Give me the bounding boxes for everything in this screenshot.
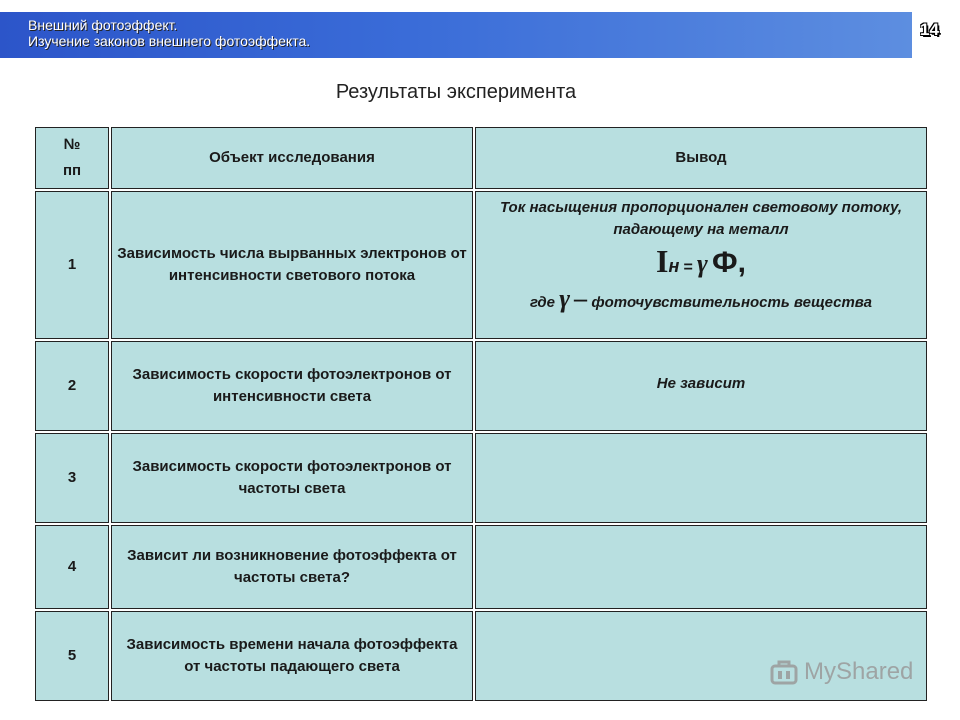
formula-current-symbol: I [656, 243, 669, 279]
saturation-current-formula [481, 243, 921, 286]
explanation-dash: – [574, 284, 588, 313]
table-row [34, 610, 928, 702]
row-object-cell: Зависимость скорости фотоэлектронов от частоты света [110, 432, 474, 524]
row-num-cell: 2 [34, 340, 110, 432]
watermark [770, 658, 913, 686]
slide-number: 14 [920, 20, 939, 39]
row-conclusion-cell [474, 190, 928, 340]
header-num-line1: № [63, 136, 81, 153]
row-object-cell: Зависимость скорости фотоэлектронов от интенсивности света [110, 340, 474, 432]
header-bar [0, 12, 912, 58]
explanation-gamma: γ [559, 284, 571, 313]
conclusion-text: Ток насыщения пропорционален световому потоку, падающему на металл [499, 199, 903, 238]
table-header-row [34, 126, 928, 190]
table-row [34, 340, 928, 432]
row-conclusion-cell [474, 432, 928, 524]
row-num-cell: 4 [34, 524, 110, 610]
header-num-line2: пп [62, 162, 82, 179]
header-object-cell: Объект исследования [110, 126, 474, 190]
explanation-prefix: где [529, 294, 556, 311]
row-num-cell: 5 [34, 610, 110, 702]
formula-subscript: н [668, 256, 680, 276]
row-object-cell: Зависимость времени начала фотоэффекта от частоты падающего света [110, 610, 474, 702]
watermark-icon [770, 659, 798, 685]
row-num-cell: 1 [34, 190, 110, 340]
table-row [34, 190, 928, 340]
header-conclusion-cell: Вывод [474, 126, 928, 190]
header-title-line2: Изучение законов внешнего фотоэффекта. [28, 33, 311, 49]
watermark-text: MyShared [804, 658, 914, 685]
formula-gamma: γ [697, 249, 708, 278]
explanation-text: фоточувствительность вещества [591, 294, 873, 311]
header-title-line1: Внешний фотоэффект. [28, 17, 178, 33]
row-conclusion-cell [474, 610, 928, 702]
results-table [33, 125, 929, 703]
page-title: Результаты эксперимента [335, 81, 577, 103]
table-row [34, 524, 928, 610]
row-object-cell: Зависит ли возникновение фотоэффекта от частоты света? [110, 524, 474, 610]
table-row [34, 432, 928, 524]
formula-flux: Ф, [712, 246, 746, 279]
formula-explanation [481, 284, 921, 314]
row-conclusion-cell [474, 524, 928, 610]
header-num-cell [34, 126, 110, 190]
row-object-cell: Зависимость числа вырванных электронов от интенсивности светового потока [110, 190, 474, 340]
formula-equals: = [683, 259, 693, 276]
row-num-cell: 3 [34, 432, 110, 524]
row-conclusion-cell: Не зависит [474, 340, 928, 432]
